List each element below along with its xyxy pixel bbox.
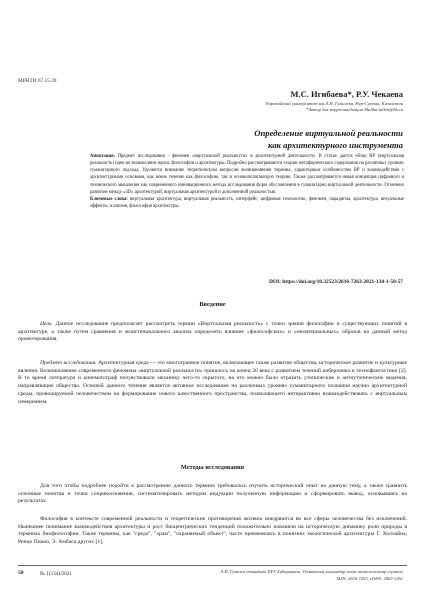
title-line-2: как архитектурного инструмента — [268, 140, 403, 150]
keywords-label: Ключевые слова: — [90, 196, 128, 202]
journal-issn: ISSN: 2616-7263, eISSN: 2663-1261 — [336, 575, 403, 581]
abstract-text: Предмет исследования - феномен «виртуальной реальности» в архитектурной деятельности. В статье дается обзор ВР (виртуальная реальность) идеи во взаимосвязи науки, философии и архитектуры. Подробно рассматриваются теории метафорического содержания на различных уровнях гуманитарного подхода. Уделяется внимание теоретическим вопросам возникновения термина, характерным особенностям ВР и взаимодействия с архитектурными основами, как новое течение как философию, так и основополагающую теорию. Также рассматривается новая концепция цифрового и технического мышления как современного инновационного метода исследования форм обусловления в гуманитарно виртуальной деятельности. Отмечено развитие между «3D» архитектурой, виртуальная архитектурой и дополненной реальностью. — [90, 154, 404, 195]
subject-text: Архитектурная среда — это многогранное понятие, включающее также развитие общества, историческое развитие и культурные явления. Возникновение современного феномена «виртуальной реальности» пришлось на конец 20 века с развитием течений киберпанка и технофантастики [2]. В то время литература и кинематограф почувствовали механику чего-то скрытого, на что можно было отразить утопические и антиутопические видения, направляющие общество. Основой данного течения является активное исследование на различных уровнях гуманитарного познания научно архитектурной среды, провоцируемой человечеством на формирование нового качественного пространства, позволяющего интерактивно взаимодействовать с виртуальным измерением. — [18, 360, 407, 405]
abstract-label: Аннотация. — [90, 154, 115, 159]
doi-link[interactable]: DOI: https://doi.org/10.32523/2616-7263-2021-134-1-50-57 — [268, 279, 403, 285]
section-heading-methods: Методы исследования — [180, 464, 245, 471]
intro-paragraph-subject — [18, 360, 407, 406]
section-heading-introduction: Введение — [199, 301, 226, 308]
journal-info — [193, 569, 403, 582]
methods-paragraph-1: Для того чтобы подробнее подойти к рассмотрению данного термина требовалось изучить исторический опыт на данную тему, а также сравнить основные понятия и точки соприкосновения, систематизировать методом индукции полученную информацию и сформировать вывод, основываясь на результатах. — [18, 483, 407, 505]
title-line-1: Определение виртуальной реальности — [254, 128, 403, 138]
journal-name: Л.Н. Гумилев атындағы ЕҰУ Хабаршысы. Техникалық ғылымдар және технологиялар сериясы — [220, 569, 403, 574]
keywords-text: виртуальная архитектура, виртуальная реальность, интерфейс, цифровые технологии, феномен, парадигма, архитектура, визуальные эффекты, иллюзия, философия архитектуры. — [90, 196, 404, 210]
article-authors: М.С. Игибаева*, Р.У. Чекаева — [290, 89, 403, 99]
page-number: 50 — [18, 570, 24, 576]
mrnti-code: МРНТИ 67.15.39 — [18, 78, 57, 84]
correspondence-line: *Автор для корреспонденции Malika-talkin@bk.ru — [305, 107, 403, 113]
methods-paragraph-2: Философия в контексте современной реальности и теоретические противоречия активно внедряются во все сферы человечества без исключений. Нынешнее понимание взаимодействия архитектуры и рост биоцентрических тенденций положительно повлияли на историческую динамику роли природы в терминах биофилософии. Такие термины, как "среда", "храм", "охраняемый объект", часто применялись в понятиях экологической архитектуры Г. Холлайна, Ренцо Пиано, Э. Амбаса других [1]. — [18, 516, 407, 546]
abstract-block — [90, 153, 404, 210]
author-affiliation — [143, 101, 403, 114]
goal-text: Данное исследование предполагает рассмотреть термин «Виртуальная реальность» с точки зрения философии и существующих понятий в архитектуре, а также путем сравнения и экзистенциального анализа определить влияние «философских» и «нематериальных» образов на данный метод проектирования. — [18, 321, 407, 343]
intro-paragraph-goal — [18, 321, 407, 344]
article-title — [103, 127, 403, 151]
goal-label: Цель. — [40, 321, 53, 327]
subject-label: Предмет исследования. — [40, 360, 97, 366]
footer-divider — [18, 565, 407, 566]
affiliation-line: Евразийский университет им.Л.Н. Гумилева, Нур-Султан, Казахстан — [266, 101, 403, 106]
issue-number: № 1(134)/2021 — [40, 571, 72, 577]
